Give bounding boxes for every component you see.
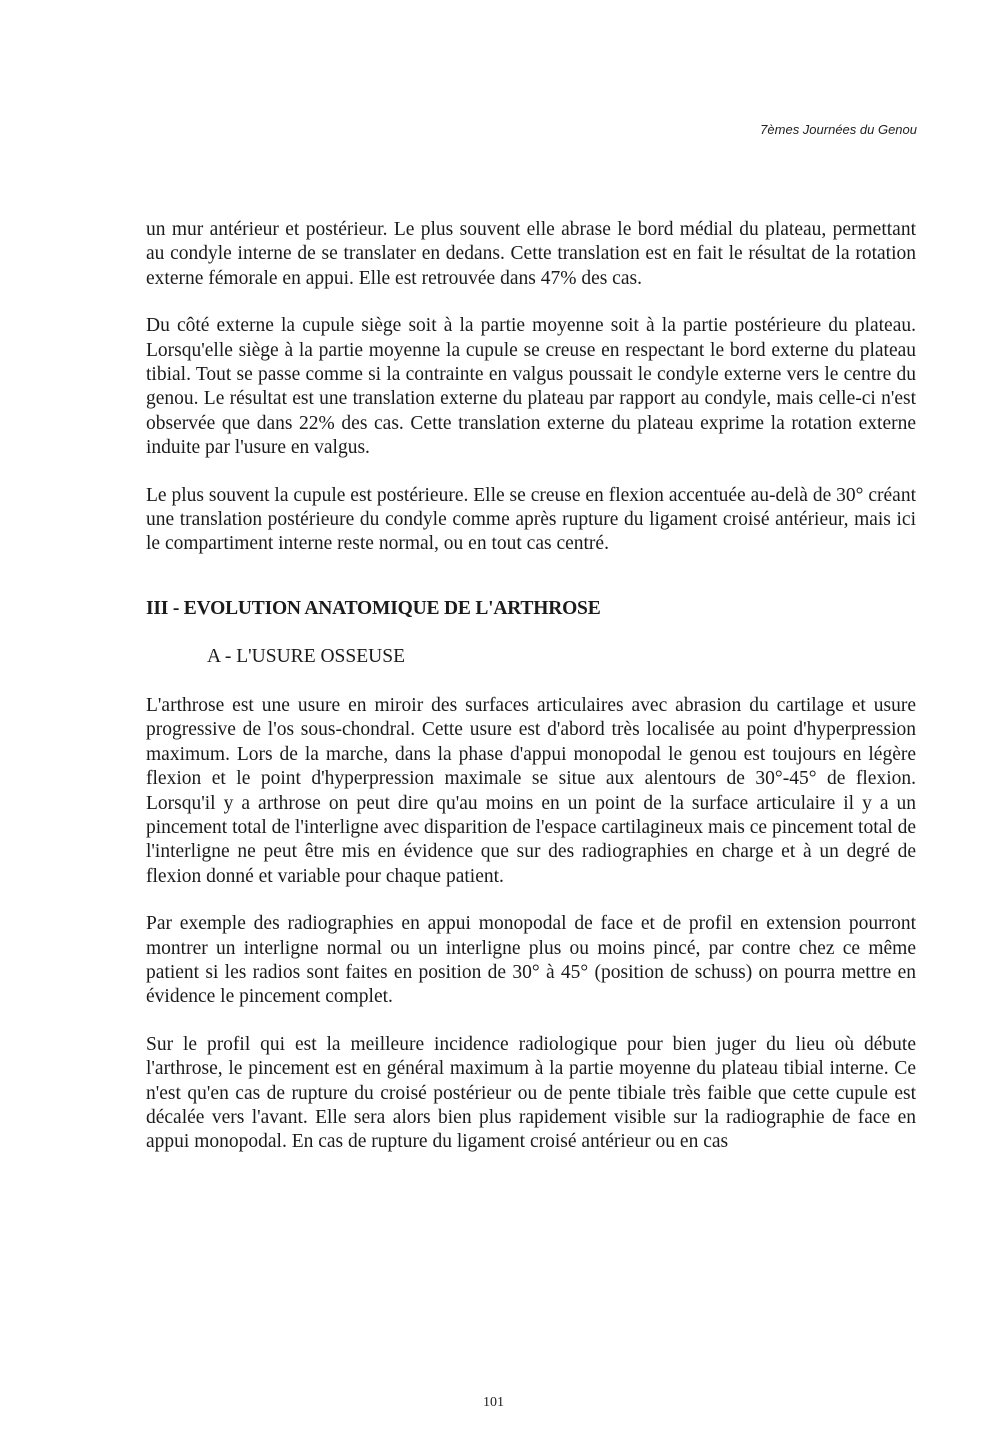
- section-subheading: A - L'USURE OSSEUSE: [207, 645, 405, 667]
- paragraph-3: Le plus souvent la cupule est postérieure. Elle se creuse en flexion accentuée au-delà de 30° créant une translation postérieure du condyle comme après rupture du ligament croisé antérieur, mais ici le compartiment interne reste normal, ou en tout cas centré.: [146, 484, 916, 555]
- running-header: 7èmes Journées du Genou: [760, 122, 917, 137]
- section-heading: III - EVOLUTION ANATOMIQUE DE L'ARTHROSE: [146, 597, 601, 619]
- paragraph-6: Sur le profil qui est la meilleure incidence radiologique pour bien juger du lieu où débute l'arthrose, le pincement est en général maximum à la partie moyenne du plateau tibial interne. Ce n'est qu'en cas de rupture du croisé postérieur ou de pente tibiale très faible que cette cupule est décalée vers l'avant. Elle sera alors bien plus rapidement visible sur la radiographie de face en appui monopodal. En cas de rupture du ligament croisé antérieur ou en cas: [146, 1033, 916, 1153]
- paragraph-2: Du côté externe la cupule siège soit à la partie moyenne soit à la partie postérieure du plateau. Lorsqu'elle siège à la partie moyenne la cupule se creuse en respectant le bord externe du plateau tibial. Tout se passe comme si la contrainte en valgus poussait le condyle externe vers le centre du genou. Le résultat est une translation externe du plateau par rapport au condyle, mais celle-ci n'est observée que dans 22% des cas. Cette translation externe du plateau exprime la rotation externe induite par l'usure en valgus.: [146, 315, 916, 459]
- body-text: [146, 218, 916, 1178]
- page-number: 101: [483, 1395, 504, 1410]
- paragraph-1: un mur antérieur et postérieur. Le plus souvent elle abrase le bord médial du plateau, permettant au condyle interne de se translater en dedans. Cette translation est en fait le résultat de la rotation externe fémorale en appui. Elle est retrouvée dans 47% des cas.: [146, 219, 916, 289]
- paragraph-5: Par exemple des radiographies en appui monopodal de face et de profil en extension pourront montrer un interligne normal ou un interligne plus ou moins pincé, par contre chez ce même patient si les radios sont faites en position de 30° à 45° (position de schuss) on pourra mettre en évidence le pincement complet.: [146, 913, 916, 1008]
- paragraph-4: L'arthrose est une usure en miroir des surfaces articulaires avec abrasion du cartilage et usure progressive de l'os sous-chondral. Cette usure est d'abord très localisée au point d'hyperpression maximum. Lors de la marche, dans la phase d'appui monopodal le genou est toujours en légère flexion et le point d'hyperpression maximale se situe aux alentours de 30°-45° de flexion. Lorsqu'il y a arthrose on peut dire qu'au moins en un point de la surface articulaire il y a un pincement total de l'interligne avec disparition de l'espace cartilagineux mais ce pincement total de l'interligne ne peut être mis en évidence que sur des radiographies en charge et à un degré de flexion donné et variable pour chaque patient.: [146, 694, 916, 887]
